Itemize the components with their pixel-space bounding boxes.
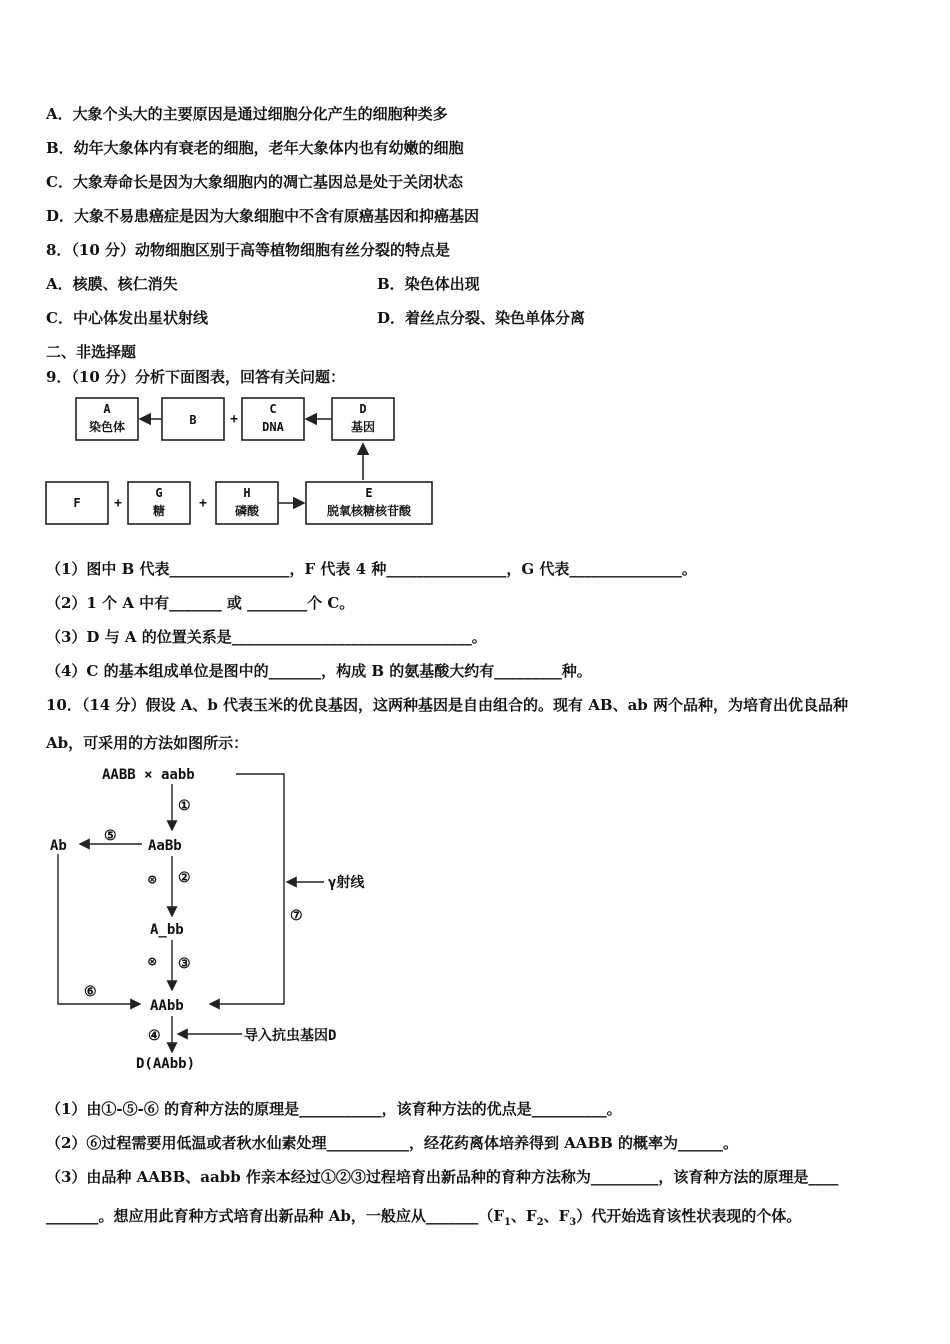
abb-label: A_bb	[150, 922, 184, 938]
plus-b-c: +	[230, 412, 238, 427]
q10-sub3b-sep1: 、F	[510, 1207, 537, 1225]
label-c-letter: C	[269, 402, 277, 416]
aabb-label: AAbb	[150, 998, 184, 1014]
q9-concept-diagram	[44, 394, 436, 528]
label-e-letter: E	[365, 486, 373, 500]
q9-stem: 9．（10 分）分析下面图表，回答有关问题：	[46, 368, 346, 386]
q7-option-a: A．大象个头大的主要原因是通过细胞分化产生的细胞种类多	[46, 105, 448, 123]
parents-label: AABB × aabb	[102, 767, 195, 783]
insert-label: 导入抗虫基因D	[244, 1028, 337, 1044]
q10-breeding-diagram	[44, 760, 394, 1076]
arrow-step7	[210, 774, 284, 1004]
plus-g-h: +	[199, 496, 207, 511]
q8-stem: 8．（10 分）动物细胞区别于高等植物细胞有丝分裂的特点是	[46, 241, 451, 259]
q9-sub1: （1）图中 B 代表________________，F 代表 4 种________________，G 代表_______________。	[46, 560, 697, 578]
step3-label: ③	[178, 956, 191, 972]
self2-label: ⊗	[148, 954, 157, 970]
q10-sub3b-part2: ）代开始选育该性状表现的个体。	[576, 1207, 802, 1225]
q9-sub4: （4）C 的基本组成单位是图中的_______，构成 B 的氨基酸大约有_________种。	[46, 662, 592, 680]
q10-sub3b-sep2: 、F	[543, 1207, 570, 1225]
q10-sub3b-part1: _______。想应用此育种方式培育出新品种 Ab，一般应从_______（F	[46, 1207, 505, 1225]
q10-sub3b	[46, 1205, 801, 1228]
label-d-letter: D	[359, 402, 367, 416]
q9-sub3: （3）D 与 A 的位置关系是________________________________。	[46, 628, 487, 646]
step5-label: ⑤	[104, 828, 117, 844]
step2-label: ②	[178, 870, 191, 886]
q10-sub3b-f3: 3	[569, 1217, 577, 1228]
q10-sub3a: （3）由品种 AABB、aabb 作亲本经过①②③过程培育出新品种的育种方法称为_________，该育种方法的原理是____	[46, 1168, 839, 1186]
step1-label: ①	[178, 798, 191, 814]
label-a-letter: A	[103, 402, 111, 416]
q7-option-d: D．大象不易患癌症是因为大象细胞中不含有原癌基因和抑癌基因	[46, 207, 480, 225]
q10-sub3b-f1: 1	[504, 1217, 511, 1228]
self1-label: ⊗	[148, 872, 157, 888]
section-heading: 二、非选择题	[46, 343, 137, 361]
q8-option-c: C．中心体发出星状射线	[46, 309, 208, 327]
step4-label: ④	[148, 1028, 161, 1044]
label-e-text: 脱氧核糖核苷酸	[326, 504, 412, 518]
step6-label: ⑥	[84, 984, 97, 1000]
plus-f-g: +	[114, 496, 122, 511]
label-h-text: 磷酸	[234, 504, 260, 518]
label-g-letter: G	[155, 486, 163, 500]
q8-option-b: B．染色体出现	[377, 275, 480, 293]
label-f-letter: F	[73, 496, 81, 510]
label-c-text: DNA	[262, 420, 284, 434]
q10-stem-line2: Ab，可采用的方法如图所示：	[46, 734, 249, 752]
q10-sub2: （2）⑥过程需要用低温或者秋水仙素处理___________，经花药离体培养得到 AABB 的概率为______。	[46, 1134, 739, 1152]
label-b-letter: B	[189, 413, 197, 427]
arrow-step6	[58, 854, 140, 1004]
q10-sub1: （1）由①-⑤-⑥ 的育种方法的原理是___________，该育种方法的优点是__________。	[46, 1100, 622, 1118]
q8-option-d: D．着丝点分裂、染色单体分离	[377, 309, 586, 327]
q8-option-a: A．核膜、核仁消失	[46, 275, 178, 293]
q10-sub3b-f2: 2	[536, 1217, 544, 1228]
gamma-label: γ射线	[328, 875, 365, 891]
q7-option-c: C．大象寿命长是因为大象细胞内的凋亡基因总是处于关闭状态	[46, 173, 463, 191]
ab-label: Ab	[50, 838, 67, 854]
label-d-text: 基因	[350, 420, 376, 434]
label-g-text: 糖	[152, 504, 166, 518]
label-h-letter: H	[243, 486, 251, 500]
q9-sub2: （2）1 个 A 中有_______ 或 ________个 C。	[46, 594, 355, 612]
q10-stem-line1: 10．（14 分）假设 A、b 代表玉米的优良基因，这两种基因是自由组合的。现有 AB、ab 两个品种，为培育出优良品种	[46, 696, 849, 714]
f1-label: AaBb	[148, 838, 182, 854]
q7-option-b: B．幼年大象体内有衰老的细胞，老年大象体内也有幼嫩的细胞	[46, 139, 464, 157]
step7-label: ⑦	[290, 908, 303, 924]
d-label: D(AAbb)	[136, 1056, 196, 1072]
label-a-text: 染色体	[88, 420, 126, 434]
